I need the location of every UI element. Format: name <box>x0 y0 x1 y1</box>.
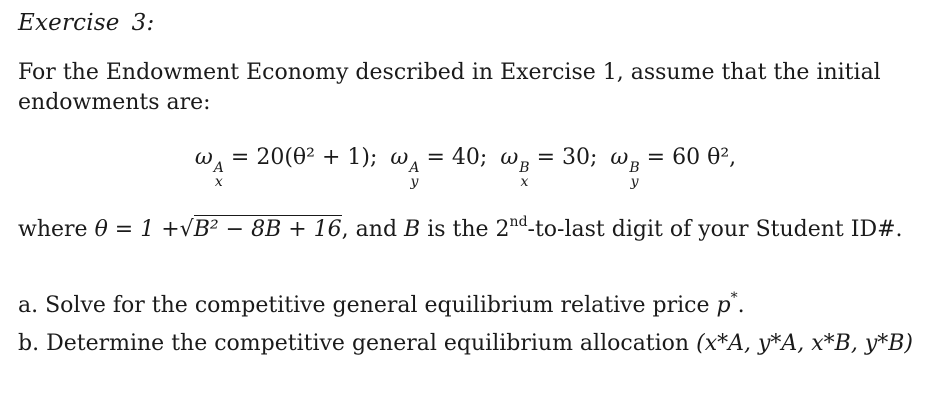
part-b-text: Determine the competitive general equilibrium allocation <box>46 331 690 356</box>
omega-ya: ω A y <box>390 145 420 190</box>
omega-xb: ω B x <box>500 145 530 190</box>
omega-xa-value: = 20(θ² + 1); <box>230 145 378 170</box>
part-b-label: b. <box>18 331 40 356</box>
where-paragraph <box>18 207 913 245</box>
part-a-text: Solve for the competitive general equilibrium relative price <box>45 293 710 318</box>
omega-xb-value: = 30; <box>536 145 598 170</box>
price-symbol: p <box>716 293 731 318</box>
intro-paragraph: For the Endowment Economy described in Exercise 1, assume that the initial endowments are: <box>18 60 881 115</box>
ordinal-suffix: nd <box>509 214 528 230</box>
where-text-digit: is the 2 <box>427 217 510 242</box>
exercise-number: 3: <box>131 10 155 36</box>
where-prefix: where <box>18 217 88 242</box>
price-star: * <box>730 290 738 306</box>
part-a-label: a. <box>18 293 39 318</box>
b-variable: B <box>404 217 421 242</box>
sqrt-icon: √ <box>179 217 194 242</box>
omega-xa: ω A x <box>194 145 224 190</box>
part-a <box>18 283 913 321</box>
theta-definition: θ = 1 + <box>94 217 180 242</box>
omega-yb-value: = 60 θ², <box>646 145 737 170</box>
allocation-tuple: (x*A, y*A, x*B, y*B) <box>696 331 914 356</box>
where-text-student-id: -to-last digit of your Student ID#. <box>527 217 903 242</box>
part-a-period: . <box>737 293 745 318</box>
omega-yb: ω B y <box>610 145 640 190</box>
endowment-equation <box>0 143 931 189</box>
exercise-heading <box>18 10 154 36</box>
exercise-title: Exercise <box>18 10 120 36</box>
omega-ya-value: = 40; <box>426 145 488 170</box>
sqrt-radicand: B² − 8B + 16 <box>193 217 342 242</box>
part-b <box>18 329 913 359</box>
where-and: , and <box>341 217 398 242</box>
